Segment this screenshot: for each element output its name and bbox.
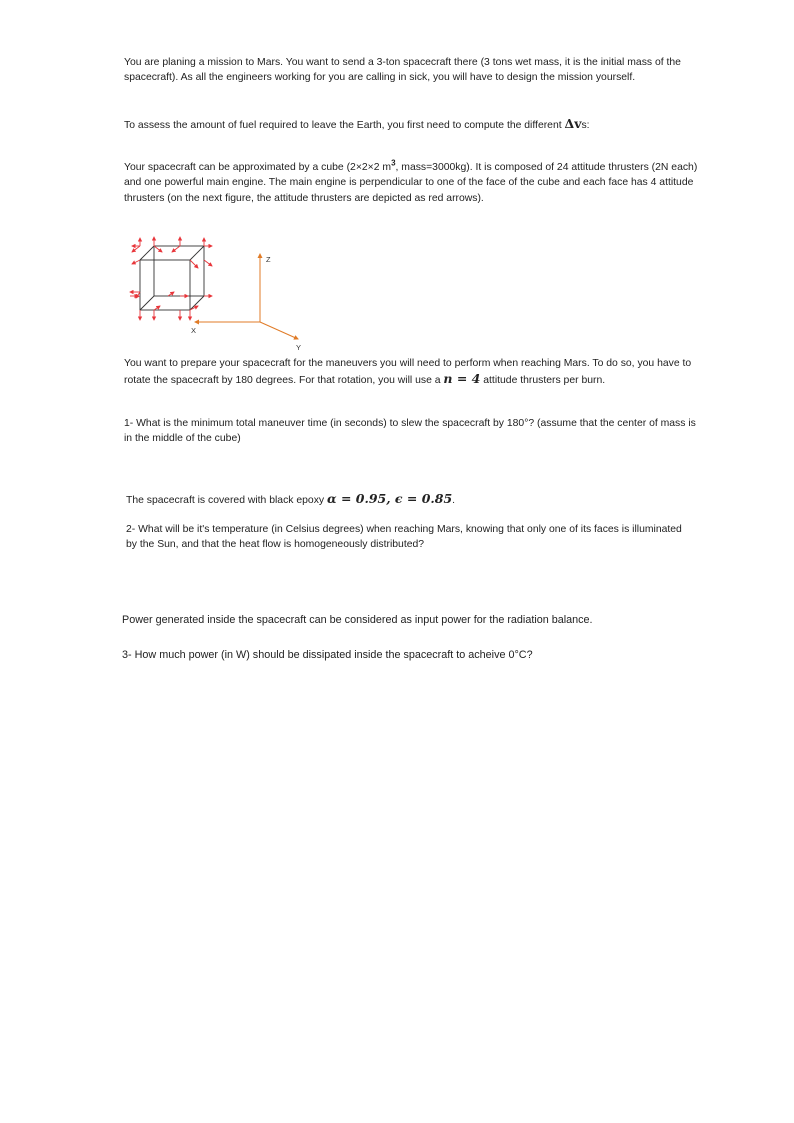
question-1 [124,416,704,447]
epoxy-text: The spacecraft is covered with black epoxy [126,495,327,506]
thruster-arrow [204,260,212,266]
axis-label-x: X [191,326,197,335]
thruster-arrow [136,292,140,298]
alpha-epsilon-formula: α = 0.95, ϵ = 0.85 [326,491,453,506]
prepare-paragraph [124,356,704,389]
thruster-arrow [168,292,174,296]
thruster-arrow [154,246,162,252]
coordinate-axes [195,254,298,339]
question-2-text: 2- What will be it's temperature (in Celsius degrees) when reaching Mars, knowing that only one of its faces is illuminated by the Sun, and that the heat flow is homogeneously distributed? [126,524,682,551]
spacecraft-diagram [118,232,318,357]
y-axis [260,322,298,339]
thruster-arrow [172,246,180,252]
thruster-arrow [132,246,140,252]
cube-wireframe [140,246,204,310]
intro-text: You are planing a mission to Mars. You want to send a 3-ton spacecraft there (3 tons wet mass, it is the initial mass of the spacecraft). As all the engineers working for you are calling in sick, you will have to design the mission yourself. [124,57,681,84]
question-3 [122,648,722,663]
power-text: Power generated inside the spacecraft can be considered as input power for the radiation balance. [122,614,593,626]
question-2 [126,522,692,553]
epoxy-paragraph [126,491,706,508]
spacecraft-text-b: , mass=3000kg). It is composed of 24 attitude thrusters (2N each) and one powerful main engine. The main engine is perpendicular to one of the face of the cube and each face has 4 attitude thrusters (on the next figure, the attitude thrusters are depicted as red arrows). [124,162,698,204]
question-3-text: 3- How much power (in W) should be dissipated inside the spacecraft to acheive 0°C? [122,649,533,661]
thruster-arrow [154,306,160,310]
epoxy-suffix: . [452,495,456,506]
delta-v-symbol: Δv [564,116,582,131]
spacecraft-text-a: Your spacecraft can be approximated by a cube (2×2×2 m [124,162,392,173]
power-paragraph [122,613,722,628]
cube-exponent: 3 [391,158,396,168]
assess-suffix: s: [581,120,590,131]
spacecraft-figure [118,232,318,357]
prepare-text-a: You want to prepare your spacecraft for the maneuvers you will need to perform when reaching Mars. To do so, you have to rotate the spacecraft by 180 degrees. For that rotation, you will use a [124,358,692,387]
assess-paragraph [124,116,704,133]
thruster-arrow [190,260,198,268]
question-1-text: 1- What is the minimum total maneuver time (in seconds) to slew the spacecraft by 180°? (assume that the center of mass is in the middle of the cube) [124,418,696,445]
n-formula: n = 4 [443,371,481,387]
thruster-arrow [132,260,140,264]
assess-text: To assess the amount of fuel required to leave the Earth, you first need to compute the different [124,120,565,131]
prepare-text-b: attitude thrusters per burn. [480,375,606,387]
axis-label-y: Y [296,343,302,352]
axis-label-z: Z [266,255,271,264]
intro-paragraph [124,55,704,86]
spacecraft-paragraph [124,160,704,206]
